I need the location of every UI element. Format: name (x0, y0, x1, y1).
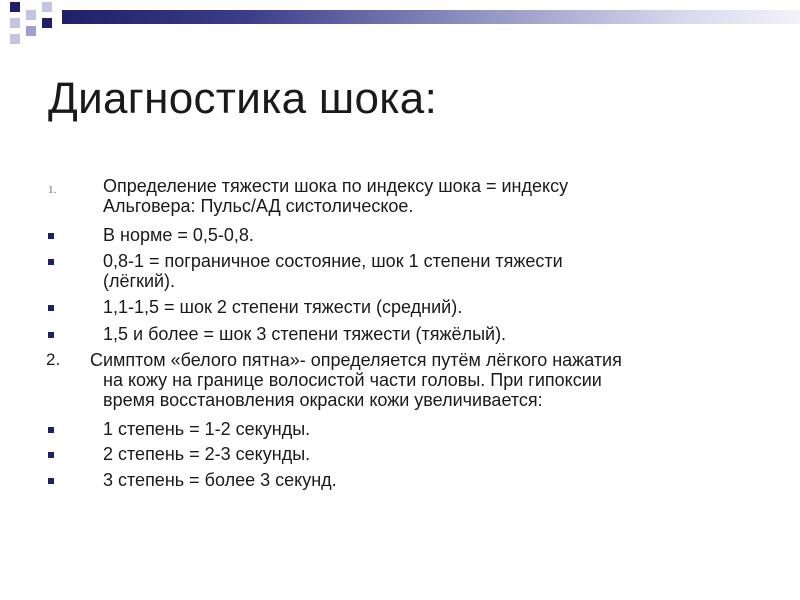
decor-square (10, 34, 20, 44)
bullet-icon (48, 332, 54, 338)
list-item-text: (лёгкий). (103, 271, 176, 291)
bullet-icon (48, 427, 54, 433)
decor-square (10, 2, 20, 12)
decor-square (26, 26, 36, 36)
header-decoration (0, 0, 800, 48)
bullet-icon (48, 478, 54, 484)
list-number: 1. (48, 184, 57, 196)
list-item-text: 1,1-1,5 = шок 2 степени тяжести (средний). (103, 297, 463, 317)
list-item-text: время восстановления окраски кожи увеличивается: (103, 390, 543, 410)
decor-square (42, 18, 52, 28)
bullet-icon (48, 305, 54, 311)
decor-square (42, 2, 52, 12)
slide-title: Диагностика шока: (48, 74, 438, 123)
decor-square (26, 10, 36, 20)
bullet-icon (48, 452, 54, 458)
list-item-text: В норме = 0,5-0,8. (103, 225, 254, 245)
list-item-text: Симптом «белого пятна»- определяется путём лёгкого нажатия (90, 350, 622, 370)
list-item-text: 0,8-1 = пограничное состояние, шок 1 степени тяжести (103, 251, 563, 271)
list-item-text: 2 степень = 2-3 секунды. (103, 444, 311, 464)
list-item-text: 1,5 и более = шок 3 степени тяжести (тяжёлый). (103, 324, 507, 344)
bullet-icon (48, 233, 54, 239)
list-number: 2. (46, 350, 61, 369)
list-item-text: Определение тяжести шока по индексу шока = индексу (103, 176, 569, 196)
decor-square (10, 18, 20, 28)
bullet-icon (48, 259, 54, 265)
list-item-text: 1 степень = 1-2 секунды. (103, 419, 311, 439)
header-gradient-bar (62, 10, 800, 24)
list-item-text: 3 степень = более 3 секунд. (103, 470, 337, 490)
list-item-text: на кожу на границе волосистой части головы. При гипоксии (103, 370, 602, 390)
list-item-text: Альговера: Пульс/АД систолическое. (103, 196, 414, 216)
